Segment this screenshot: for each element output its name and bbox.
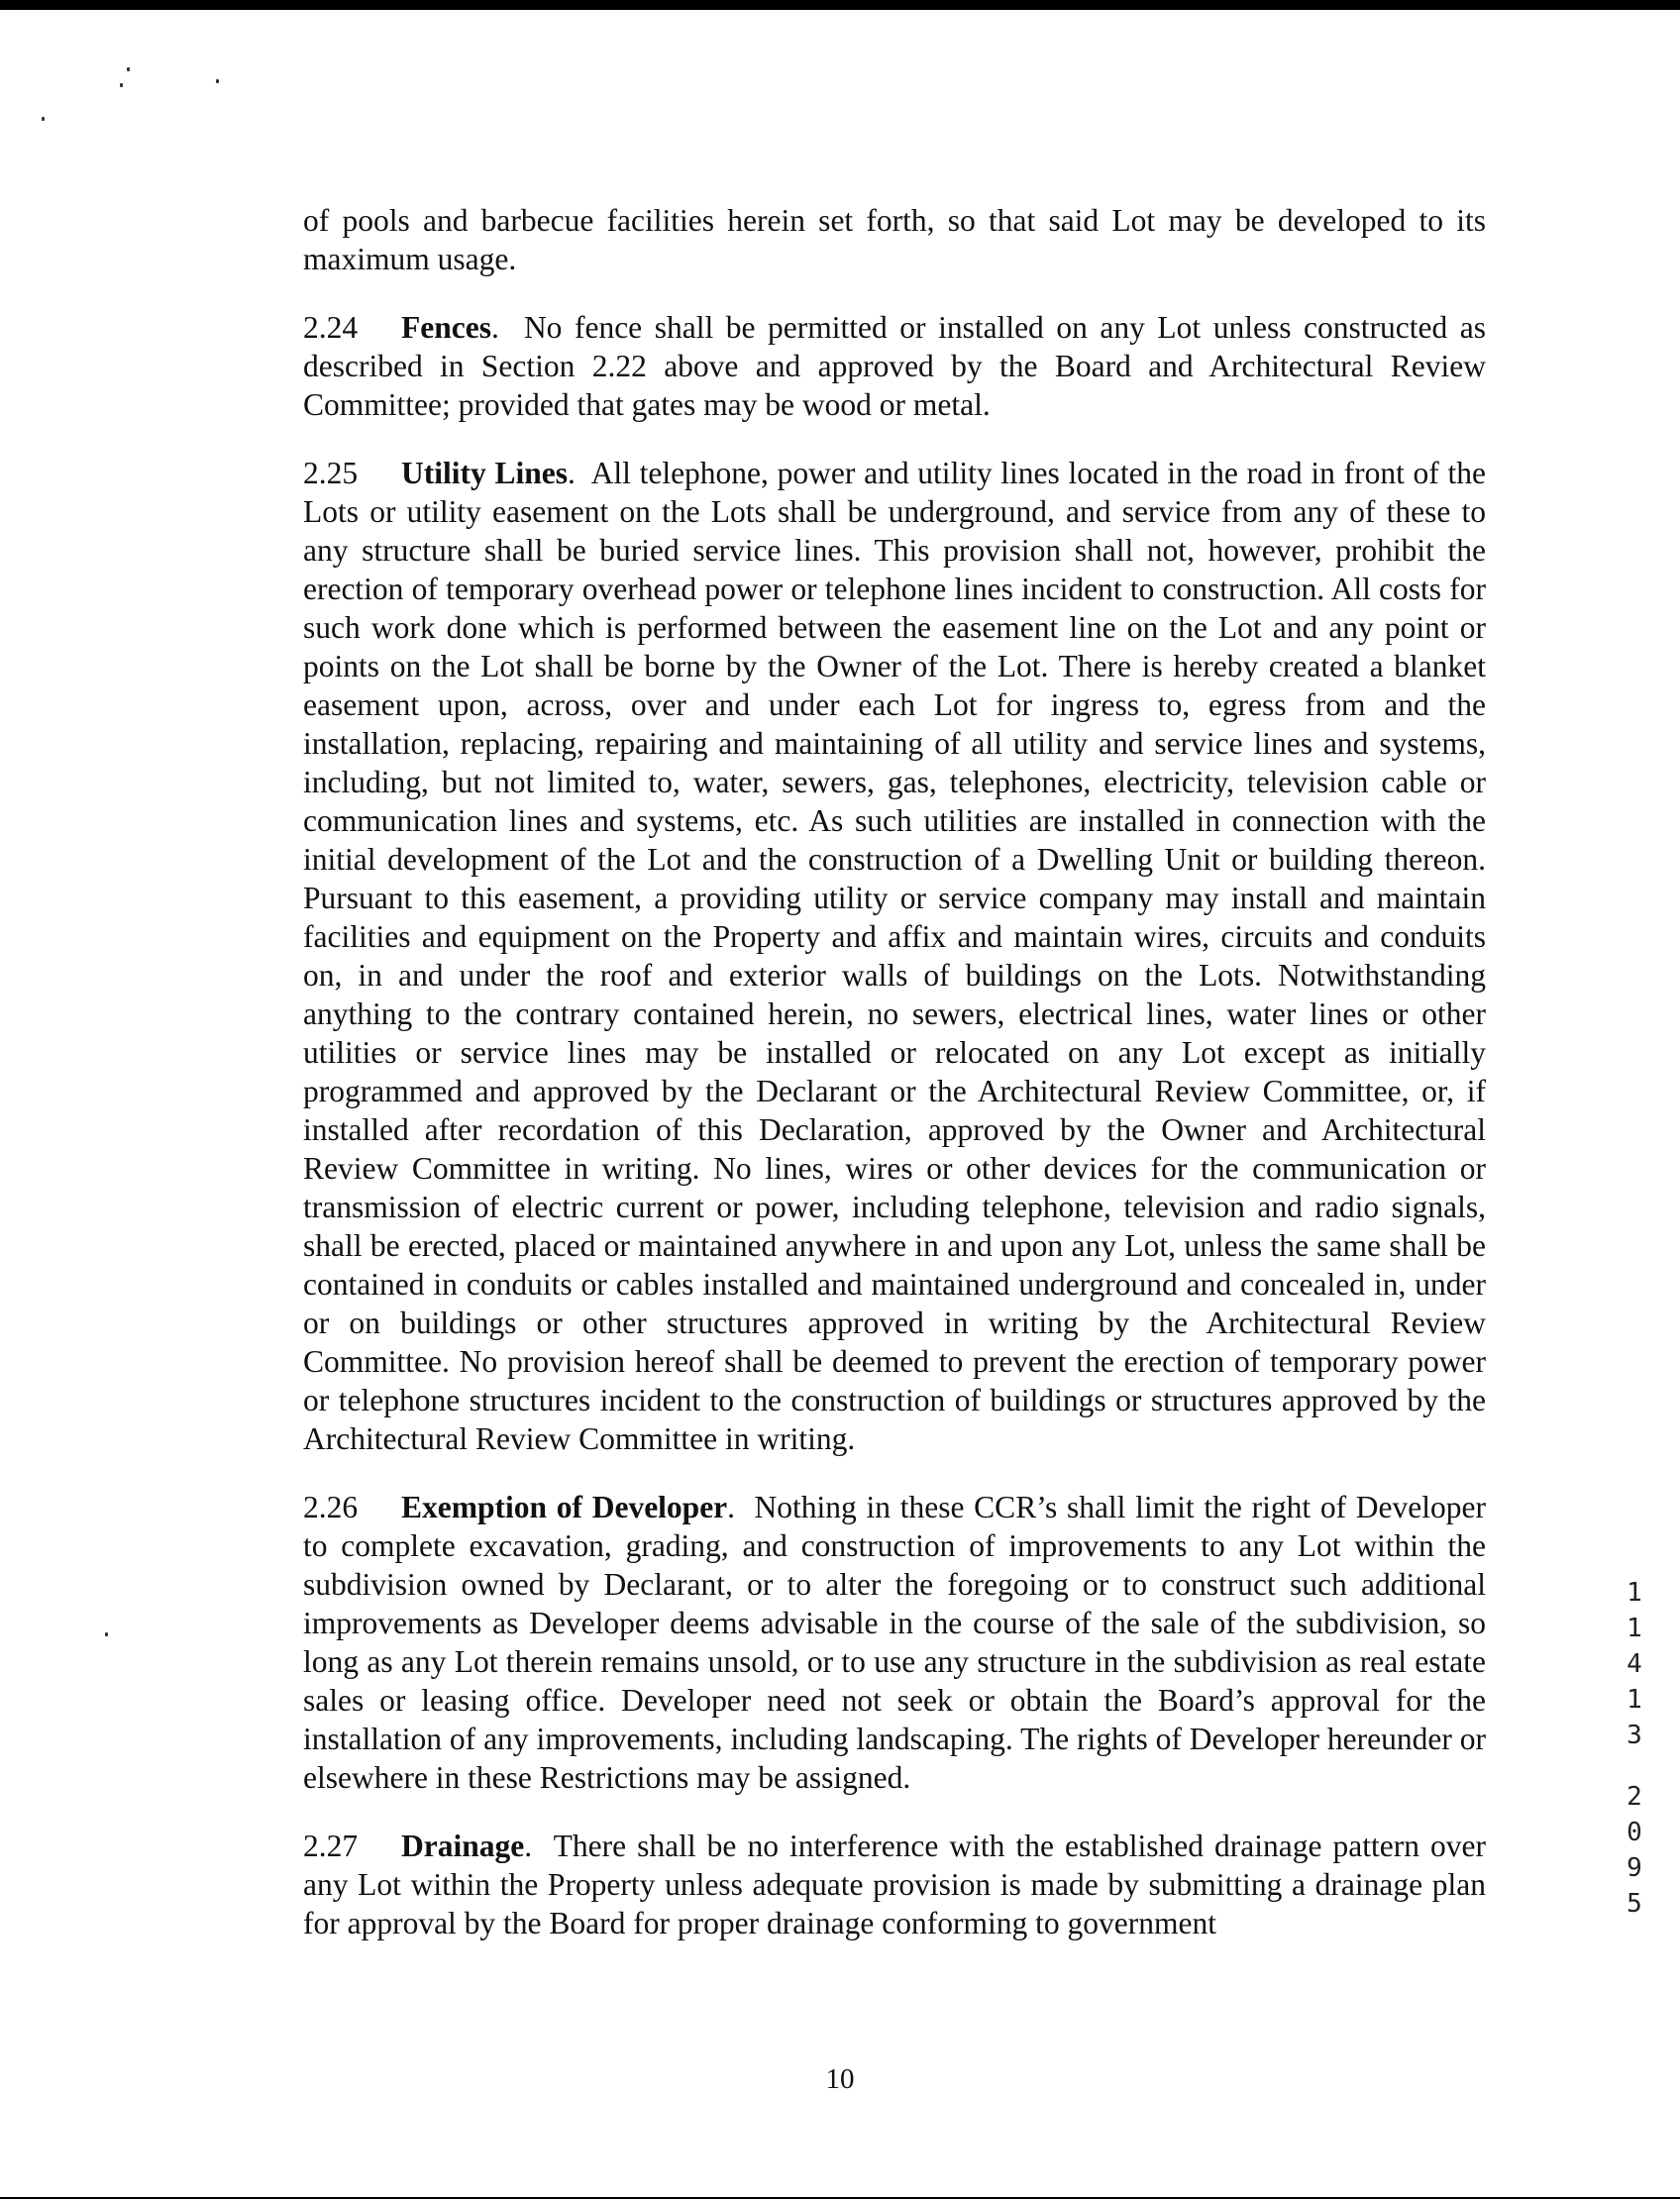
section-heading: Fences	[401, 310, 491, 345]
scan-speck	[216, 79, 219, 83]
section-text: Nothing in these CCR’s shall limit the right of Developer to complete excavation, grading, and construction of improvements to any Lot within the subdivision owned by Declarant, or to alter the foregoing or to construct such additional improvements as Developer deems advisable in the course of the sale of the subdivision, so long as any Lot therein remains unsold, or to use any structure in the subdivision as real estate sales or leasing office. Developer need not seek or obtain the Board’s approval for the installation of any improvements, including landscaping. The rights of Developer hereunder or elsewhere in these Restrictions may be assigned.	[303, 1490, 1486, 1795]
scan-speck	[105, 1632, 108, 1636]
scan-speck	[42, 117, 45, 121]
stamp-digit: 1	[1627, 1614, 1642, 1643]
stamp-digit: 3	[1627, 1721, 1642, 1750]
paragraph-text: of pools and barbecue facilities herein set forth, so that said Lot may be developed to its maximum usage.	[303, 203, 1486, 276]
section-text: All telephone, power and utility lines located in the road in front of the Lots or utility easement on the Lots shall be underground, and service from any of these to any structure shall be buried service lines. This provision shall not, however, prohibit the erection of temporary overhead power or telephone lines incident to construction. All costs for such work done which is performed between the easement line on the Lot and any point or points on the Lot shall be borne by the Owner of the Lot. There is hereby created a blanket easement upon, across, over and under each Lot for ingress to, egress from and the installation, replacing, repairing and maintaining of all utility and service lines and systems, including, but not limited to, water, sewers, gas, telephones, electricity, television cable or communication lines and systems, etc. As such utilities are installed in connection with the initial development of the Lot and the construction of a Dwelling Unit or building thereon. Pursuant to this easement, a providing utility or service company may install and maintain facilities and equipment on the Property and affix and maintain wires, circuits and conduits on, in and under the roof and exterior walls of buildings on the Lots. Notwithstanding anything to the contrary contained herein, no sewers, electrical lines, water lines or other utilities or service lines may be installed or relocated on any Lot except as initially programmed and approved by the Declarant or the Architectural Review Committee, or, if installed after recordation of this Declaration, approved by the Owner and Architectural Review Committee in writing. No lines, wires or other devices for the communication or transmission of electric current or power, including telephone, television and radio signals, shall be erected, placed or maintained anywhere in and upon any Lot, unless the same shall be contained in conduits or cables installed and maintained underground and concealed in, under or on buildings or other structures approved in writing by the Architectural Review Committee. No provision hereof shall be deemed to prevent the erection of temporary power or telephone structures incident to the construction of buildings or structures approved by the Architectural Review Committee in writing.	[303, 456, 1487, 1456]
section-text: No fence shall be permitted or installed on any Lot unless constructed as described in Section 2.22 above and approved by the Board and Architectural Review Committee; provided that gates may be wood or metal.	[303, 310, 1486, 422]
section-heading: Utility Lines	[401, 456, 568, 490]
margin-recording-number	[1621, 1575, 1648, 1922]
stamp-digit: 9	[1627, 1853, 1642, 1883]
page-number: 10	[825, 2063, 855, 2095]
section-number: 2.24	[303, 310, 359, 345]
section-number: 2.27	[303, 1829, 359, 1863]
stamp-digit: 1	[1627, 1578, 1642, 1608]
section-2-24-fences: 2.24 Fences. No fence shall be permitted or installed on any Lot unless constructed as described in Section 2.22 above and approved by the Board and Architectural Review Committee; provided that gates may be wood or metal.	[303, 310, 1486, 422]
section-heading: Drainage	[401, 1829, 525, 1863]
section-2-25-utility-lines: 2.25 Utility Lines. All telephone, power and utility lines located in the road in front of the Lots or utility easement on the Lots shall be underground, and service from any of these to any structure shall be buried service lines. This provision shall not, however, prohibit the erection of temporary overhead power or telephone lines incident to construction. All costs for such work done which is performed between the easement line on the Lot and any point or points on the Lot shall be borne by the Owner of the Lot. There is hereby created a blanket easement upon, across, over and under each Lot for ingress to, egress from and the installation, replacing, repairing and maintaining of all utility and service lines and systems, including, but not limited to, water, sewers, gas, telephones, electricity, television cable or communication lines and systems, etc. As such utilities are installed in connection with the initial development of the Lot and the construction of a Dwelling Unit or building thereon. Pursuant to this easement, a providing utility or service company may install and maintain facilities and equipment on the Property and affix and maintain wires, circuits and conduits on, in and under the roof and exterior walls of buildings on the Lots. Notwithstanding anything to the contrary contained herein, no sewers, electrical lines, water lines or other utilities or service lines may be installed or relocated on any Lot except as initially programmed and approved by the Declarant or the Architectural Review Committee, or, if installed after recordation of this Declaration, approved by the Owner and Architectural Review Committee in writing. No lines, wires or other devices for the communication or transmission of electric current or power, including telephone, television and radio signals, shall be erected, placed or maintained anywhere in and upon any Lot, unless the same shall be contained in conduits or cables installed and maintained underground and concealed in, under or on buildings or other structures approved in writing by the Architectural Review Committee. No provision hereof shall be deemed to prevent the erection of temporary power or telephone structures incident to the construction of buildings or structures approved by the Architectural Review Committee in writing.	[303, 456, 1487, 1456]
stamp-gap	[1621, 1753, 1648, 1779]
stamp-digit: 1	[1627, 1685, 1642, 1715]
stamp-digit: 5	[1627, 1889, 1642, 1919]
scan-speck	[127, 67, 130, 71]
paragraph-continuation	[303, 201, 1486, 278]
scan-border-top	[0, 0, 1680, 10]
section-number: 2.26	[303, 1490, 359, 1524]
document-body	[303, 201, 1486, 1972]
section-text: There shall be no interference with the established drainage pattern over any Lot within the Property unless adequate provision is made by submitting a drainage plan for approval by the Board for proper drainage conforming to government	[303, 1829, 1486, 1940]
section-number: 2.25	[303, 456, 359, 490]
section-2-26-exemption-of-developer: 2.26 Exemption of Developer. Nothing in these CCR’s shall limit the right of Developer to complete excavation, grading, and construction of improvements to any Lot within the subdivision owned by Declarant, or to alter the foregoing or to construct such additional improvements as Developer deems advisable in the course of the sale of the subdivision, so long as any Lot therein remains unsold, or to use any structure in the subdivision as real estate sales or leasing office. Developer need not seek or obtain the Board’s approval for the installation of any improvements, including landscaping. The rights of Developer hereunder or elsewhere in these Restrictions may be assigned.	[303, 1490, 1486, 1795]
scan-speck	[120, 83, 123, 87]
stamp-digit: 4	[1627, 1649, 1642, 1679]
stamp-digit: 0	[1627, 1818, 1642, 1847]
stamp-digit: 2	[1627, 1782, 1642, 1812]
section-2-27-drainage: 2.27 Drainage. There shall be no interference with the established drainage pattern over any Lot within the Property unless adequate provision is made by submitting a drainage plan for approval by the Board for proper drainage conforming to government	[303, 1829, 1486, 1940]
section-heading: Exemption of Developer	[401, 1490, 728, 1524]
